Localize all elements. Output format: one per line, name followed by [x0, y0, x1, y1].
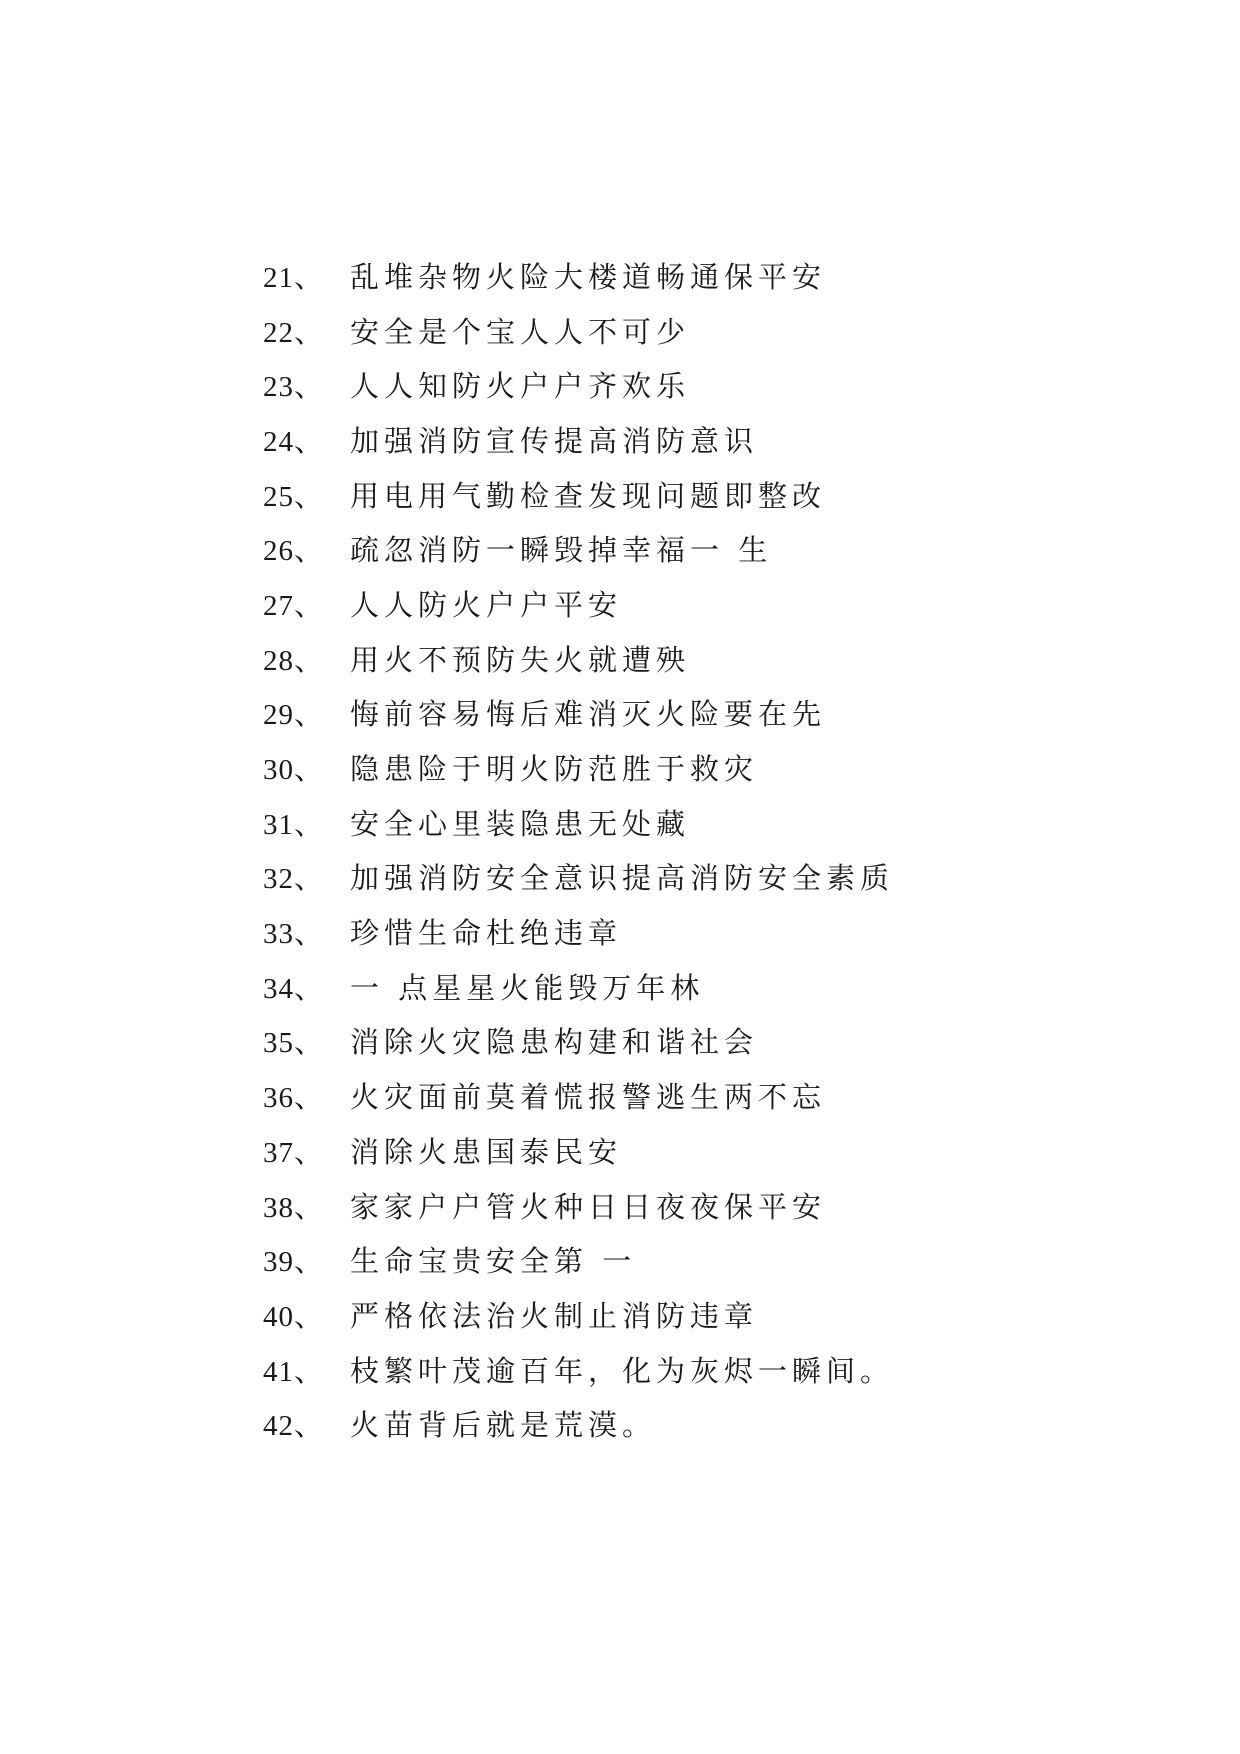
list-item: [263, 795, 894, 850]
item-text: 枝繁叶茂逾百年，化为灰烬一瞬间。: [350, 1353, 895, 1388]
list-item: [263, 412, 894, 467]
list-item: [263, 1232, 894, 1287]
list-item: [263, 959, 894, 1014]
slogan-list: [263, 248, 894, 1451]
item-text: 消除火灾隐患构建和谐社会: [350, 1025, 759, 1060]
list-item: [263, 1178, 894, 1233]
item-number: 40、: [263, 1300, 325, 1333]
item-text: 消除火患国泰民安: [350, 1134, 623, 1169]
item-number: 22、: [263, 316, 325, 349]
item-text: 疏忽消防一瞬毁掉幸福一 生: [350, 533, 773, 568]
list-item: [263, 521, 894, 576]
item-number: 24、: [263, 425, 325, 458]
item-text: 安全心里装隐患无处藏: [350, 806, 691, 841]
list-item: [263, 740, 894, 795]
item-number: 32、: [263, 863, 325, 896]
item-text: 火苗背后就是荒漠。: [350, 1408, 657, 1443]
list-item: [263, 686, 894, 741]
item-text: 用电用气勤检查发现问题即整改: [350, 478, 827, 513]
item-text: 加强消防宣传提高消防意识: [350, 423, 759, 458]
item-number: 23、: [263, 371, 325, 404]
list-item: [263, 357, 894, 412]
item-text: 用火不预防失火就遭殃: [350, 642, 691, 677]
item-number: 42、: [263, 1410, 325, 1443]
item-number: 29、: [263, 699, 325, 732]
list-item: [263, 850, 894, 905]
item-number: 33、: [263, 918, 325, 951]
item-number: 28、: [263, 644, 325, 677]
item-text: 悔前容易悔后难消灭火险要在先: [350, 697, 827, 732]
list-item: [263, 631, 894, 686]
item-number: 27、: [263, 589, 325, 622]
item-number: 31、: [263, 808, 325, 841]
item-text: 安全是个宝人人不可少: [350, 314, 691, 349]
list-item: [263, 467, 894, 522]
item-text: 加强消防安全意识提高消防安全素质: [350, 861, 895, 896]
list-item: [263, 303, 894, 358]
item-number: 35、: [263, 1027, 325, 1060]
item-number: 37、: [263, 1136, 325, 1169]
list-item: [263, 1068, 894, 1123]
item-text: 生命宝贵安全第 一: [350, 1244, 637, 1279]
item-number: 25、: [263, 480, 325, 513]
item-text: 一 点星星火能毁万年林: [350, 970, 705, 1005]
item-text: 隐患险于明火防范胜于救灾: [350, 752, 759, 787]
item-number: 26、: [263, 535, 325, 568]
item-number: 41、: [263, 1355, 325, 1388]
list-item: [263, 1123, 894, 1178]
item-text: 严格依法治火制止消防违章: [350, 1298, 759, 1333]
item-text: 人人知防火户户齐欢乐: [350, 369, 691, 404]
list-item: [263, 1396, 894, 1451]
list-item: [263, 248, 894, 303]
item-text: 人人防火户户平安: [350, 587, 623, 622]
item-number: 39、: [263, 1246, 325, 1279]
list-item: [263, 904, 894, 959]
item-text: 乱堆杂物火险大楼道畅通保平安: [350, 259, 827, 294]
item-number: 38、: [263, 1191, 325, 1224]
item-number: 21、: [263, 261, 325, 294]
item-text: 珍惜生命杜绝违章: [350, 916, 623, 951]
list-item: [263, 1287, 894, 1342]
item-number: 30、: [263, 754, 325, 787]
item-number: 36、: [263, 1082, 325, 1115]
item-number: 34、: [263, 972, 325, 1005]
list-item: [263, 1014, 894, 1069]
item-text: 火灾面前莫着慌报警逃生两不忘: [350, 1080, 827, 1115]
list-item: [263, 576, 894, 631]
list-item: [263, 1342, 894, 1397]
item-text: 家家户户管火种日日夜夜保平安: [350, 1189, 827, 1224]
